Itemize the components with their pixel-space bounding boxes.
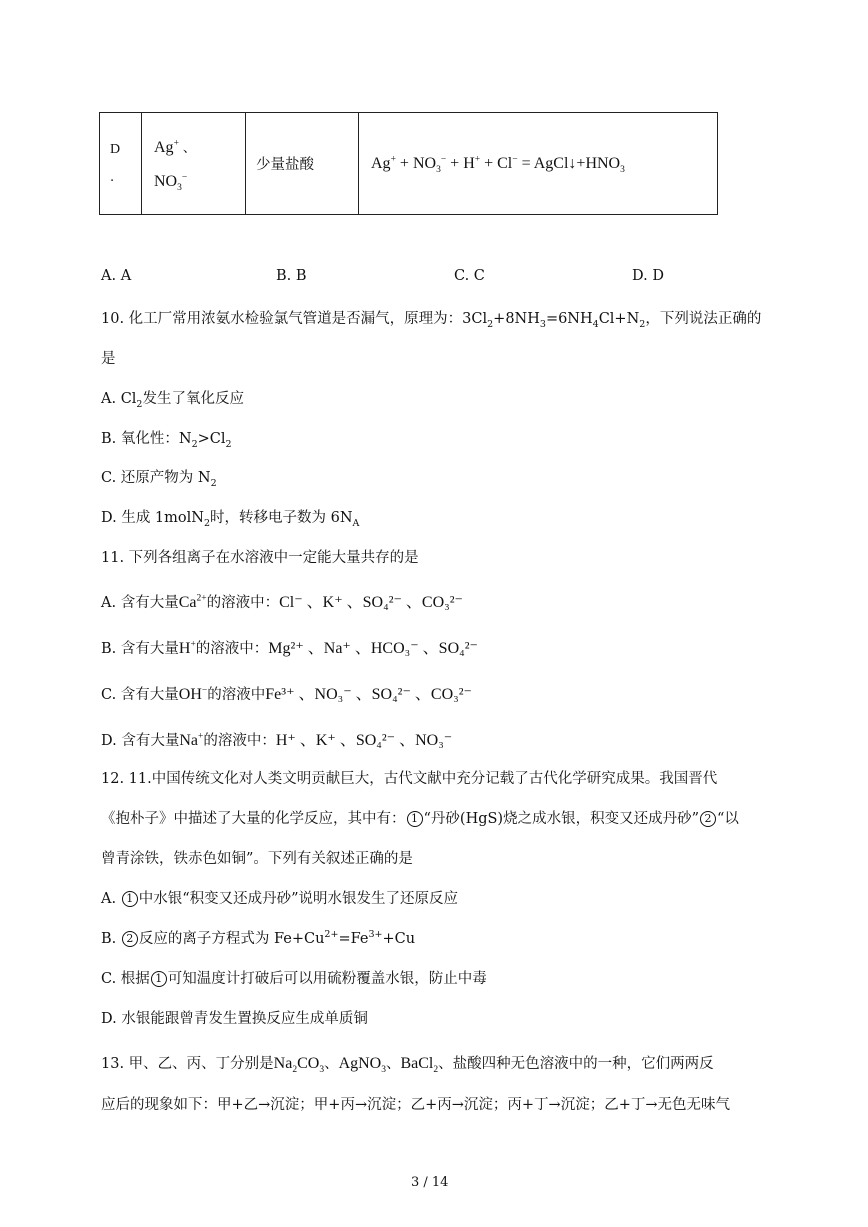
q12-stem-line2: 《抱朴子》中描述了大量的化学反应，其中有： 1 “丹砂(HgS)烧之成水银，积变又还成丹砂” 2 “以 (101, 811, 739, 827)
table-cell-reagent (246, 113, 359, 215)
q10-option-b: B. 氧化性：$N_2>Cl_2$ (101, 431, 232, 450)
q12-option-d: D. 水银能跟曾青发生置换反应生成单质铜 (101, 1011, 368, 1027)
q10-stem-line2: 是 (101, 351, 116, 367)
circled-number-2: 2 (700, 811, 716, 827)
table-cell-equation (359, 113, 718, 215)
table-row (100, 113, 718, 215)
answer-table (99, 112, 718, 215)
q11-option-b: B. 含有大量H+的溶液中：Mg²⁺ 、Na⁺ 、HCO₃⁻ 、SO₄²⁻ (101, 639, 478, 657)
option-label: D (110, 142, 121, 157)
option-dot: . (110, 170, 115, 185)
q11-option-d: D. 含有大量Na+的溶液中：H⁺ 、K⁺ 、SO₄²⁻ 、NO₃⁻ (101, 731, 453, 749)
ionic-equation: $Ag^+ + NO_3^- + H^+ + Cl^-$ = $AgCl↓+HNO_3$ (371, 154, 625, 175)
q12-stem-line1: 12. 11.中国传统文化对人类文明贡献巨大，古代文献中充分记载了古代化学研究成果。我国晋代 (101, 771, 718, 787)
ion-ag: Ag (154, 138, 174, 156)
q9-option-b: B. B (276, 268, 307, 284)
circled-number-1: 1 (122, 891, 138, 907)
q10-option-d: D. 生成 1molN$_2$时，转移电子数为 $6N_A$ (101, 510, 360, 529)
circled-number-2: 2 (122, 931, 138, 947)
q10-option-a: A. $Cl_2$发生了氧化反应 (101, 391, 244, 410)
circled-number-1: 1 (151, 971, 167, 987)
table-cell-ions: Ag+ 、 $NO_3^-$ (142, 113, 246, 215)
q11-option-c: C. 含有大量OH−的溶液中Fe³⁺ 、NO₃⁻ 、SO₄²⁻ 、CO₃²⁻ (101, 685, 472, 703)
reagent-text: 少量盐酸 (256, 157, 314, 173)
q9-option-d: D. D (632, 268, 664, 284)
q9-option-a: A. A (101, 268, 132, 284)
q12-stem-line3: 曾青涂铁，铁赤色如铜”。下列有关叙述正确的是 (101, 851, 413, 867)
q12-option-a: A. 1 中水银“积变又还成丹砂”说明水银发生了还原反应 (101, 891, 459, 907)
page-number: 3 / 14 (411, 1175, 449, 1190)
q13-stem-line2: 应后的现象如下：甲+乙→沉淀；甲+丙→沉淀；乙+丙→沉淀；丙+丁→沉淀；乙+丁→无色无味气 (101, 1097, 730, 1113)
q11-stem: 11. 下列各组离子在水溶液中一定能大量共存的是 (101, 550, 419, 566)
circled-number-1: 1 (407, 811, 423, 827)
ion-no3: NO (154, 172, 178, 190)
q10-option-c: C. 还原产物为 $N_2$ (101, 470, 217, 489)
q12-option-c: C. 根据 1 可知温度计打破后可以用硫粉覆盖水银，防止中毒 (101, 971, 487, 987)
q10-stem: 10. 化工厂常用浓氨水检验氯气管道是否漏气，原理为：$3Cl_2+8NH_3=6NH_4Cl+N_2$，下列说法正确的 (101, 311, 762, 330)
table-cell-label (100, 113, 142, 215)
q12-option-b: B. 2 反应的离子方程式为 $Fe+Cu^{2+}=Fe^{3+}+Cu$ (101, 929, 416, 947)
q13-stem-line1: 13. 甲、乙、丙、丁分别是$Na_2CO_3$、AgNO$_3$、BaCl$_2$、盐酸四种无色溶液中的一种，它们两两反 (101, 1055, 714, 1076)
q11-option-a: A. 含有大量$Ca^{2+}$的溶液中：Cl⁻ 、K⁺ 、SO₄²⁻ 、CO₃²⁻ (101, 593, 463, 611)
q9-option-c: C. C (454, 268, 485, 284)
